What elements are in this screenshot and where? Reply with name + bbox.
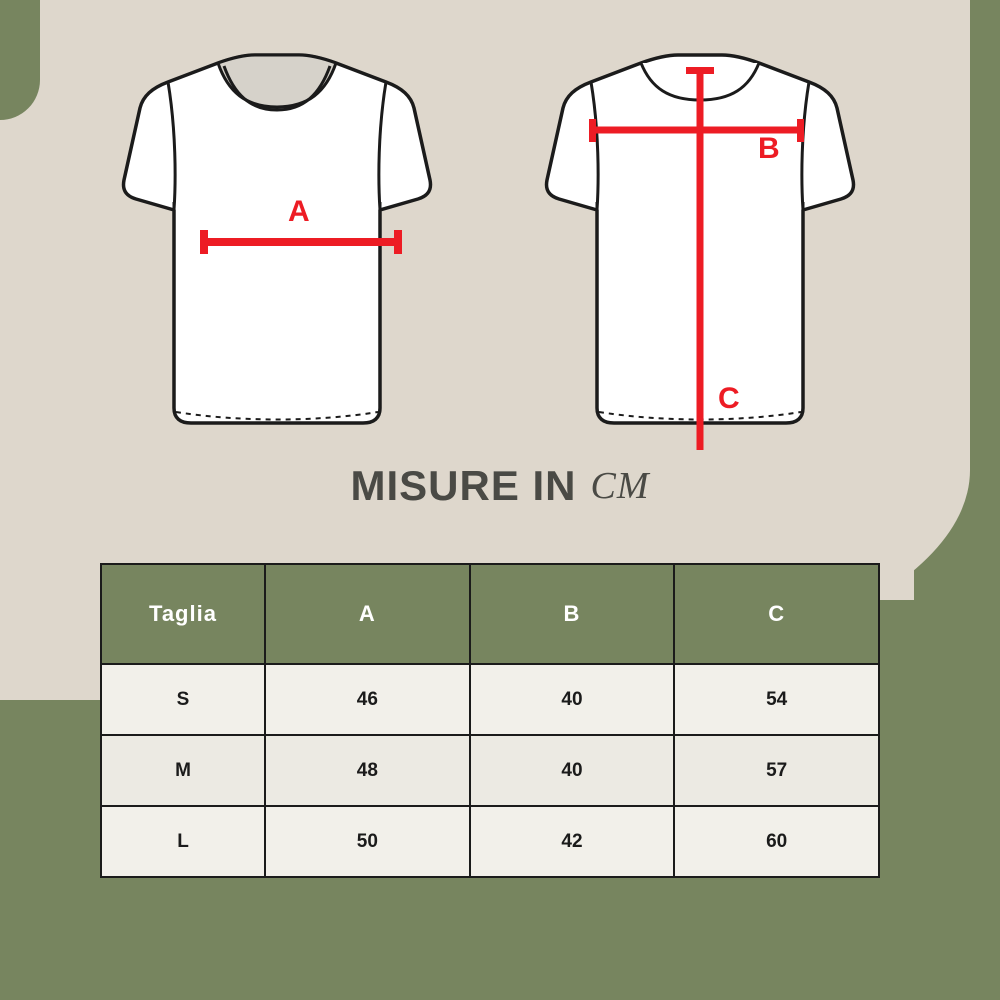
shirt-illustrations (0, 30, 1000, 450)
cell-b: 42 (470, 806, 675, 877)
size-table (100, 563, 880, 878)
chart-title (0, 462, 1000, 510)
cell-c: 54 (674, 664, 879, 735)
t-shirt-back-illustration (547, 55, 854, 450)
cell-b: 40 (470, 735, 675, 806)
header-taglia: Taglia (101, 564, 265, 664)
cell-a: 46 (265, 664, 470, 735)
cell-a: 50 (265, 806, 470, 877)
cell-c: 57 (674, 735, 879, 806)
header-a: A (265, 564, 470, 664)
table-row (101, 735, 879, 806)
table-row (101, 664, 879, 735)
cell-c: 60 (674, 806, 879, 877)
size-table-head (101, 564, 879, 664)
measure-label-b: B (758, 132, 780, 165)
cell-b: 40 (470, 664, 675, 735)
shirt-svg (0, 30, 1000, 450)
cell-size: M (101, 735, 265, 806)
title-unit-text: CM (590, 465, 650, 507)
cell-a: 48 (265, 735, 470, 806)
measure-label-a: A (288, 195, 310, 228)
title-main-text: MISURE IN (350, 462, 577, 509)
header-c: C (674, 564, 879, 664)
size-table-body (101, 664, 879, 877)
table-row (101, 806, 879, 877)
header-b: B (470, 564, 675, 664)
cell-size: L (101, 806, 265, 877)
size-table-wrapper (100, 563, 880, 878)
t-shirt-front-illustration (124, 55, 431, 423)
cell-size: S (101, 664, 265, 735)
measure-label-c: C (718, 382, 740, 415)
table-header-row (101, 564, 879, 664)
